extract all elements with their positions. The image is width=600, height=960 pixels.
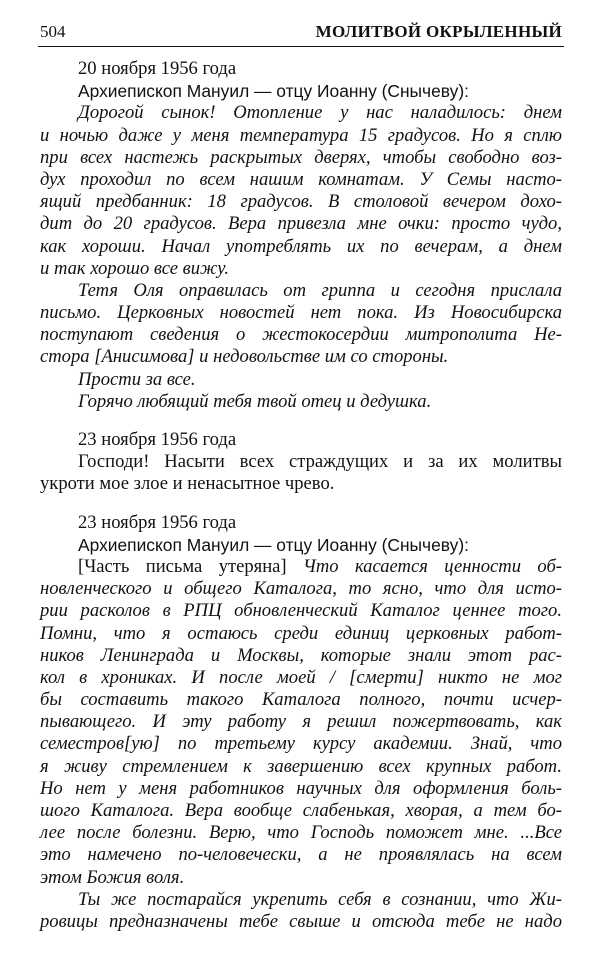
letter-line: поступают сведения о жестокосердии митрополита Не-	[40, 324, 562, 346]
header-rule	[38, 46, 564, 47]
letter-line: дух проходил по всем нашим комнатам. У Семы насто-	[40, 168, 562, 190]
letter-line: ящий предбанник: 18 градусов. В столовой вечером дохо-	[40, 191, 562, 213]
letter-line: и ночью даже у меня температура 15 градусов. Но я сплю	[40, 124, 562, 146]
entry-date: 20 ноября 1956 года	[78, 58, 237, 79]
letter-line: Помни, что я остаюсь среди единиц церковных работ-	[40, 622, 562, 644]
letter-line: ровицы предназначены тебе свыше и отсюда тебе не надо	[40, 910, 562, 932]
running-head	[40, 22, 562, 42]
letter-line: лее после болезни. Верю, что Господь поможет мне. ...Все	[40, 822, 562, 844]
letter-line: письмо. Церковных новостей нет пока. Из Новосибирска	[40, 302, 562, 324]
letter-line: это намечено по-человечески, а не проявлялась на всем	[40, 844, 562, 866]
letter-line: кол в хрониках. И после моей / [смерти] никто не мог	[40, 666, 562, 688]
letter-line: Дорогой сынок! Отопление у нас наладилось: днем	[78, 102, 562, 124]
letter-line: Тетя Оля оправилась от гриппа и сегодня прислала	[78, 279, 562, 301]
letter-line-text: Что касается ценности об-	[303, 555, 562, 577]
section-gap	[40, 496, 562, 512]
letter-heading: Архиепископ Мануил — отцу Иоанну (Снычеву):	[78, 81, 469, 102]
entry-date: 23 ноября 1956 года	[78, 511, 237, 533]
letter-line: бы составить такого Каталога полного, почти исчер-	[40, 689, 562, 711]
letter-line: я живу стремлением к завершению всех крупных работ.	[40, 755, 562, 777]
letter-line: шого Каталога. Вера вообще слабенькая, хворая, а тем бо-	[40, 800, 562, 821]
letter-line: семестров[ую] по третьему курсу академии. Знай, что	[40, 733, 562, 755]
section-gap	[40, 413, 562, 429]
letter-line: пывающего. И эту работу я решил пожертвовать, как	[40, 711, 562, 733]
letter-line: ников Ленинграда и Москвы, которые знали этот рас-	[40, 644, 562, 666]
bracket-note: [Часть письма утеряна]	[78, 555, 287, 577]
letter-line: при всех настежь раскрытых дверях, чтобы свободно воз-	[40, 146, 562, 168]
page-number: 504	[40, 22, 66, 41]
letter-line: и так хорошо все вижу.	[40, 257, 230, 279]
entry-date: 23 ноября 1956 года	[78, 429, 237, 450]
letter-line: Но нет у меня работников научных для оформления боль-	[40, 777, 562, 799]
letter-signature: Горячо любящий тебя твой отец и дедушка.	[78, 390, 432, 412]
running-title: МОЛИТВОЙ ОКРЫЛЕННЫЙ	[315, 22, 562, 41]
body-text	[40, 58, 562, 933]
letter-line	[40, 556, 562, 578]
diary-line: Господи! Насыти всех страждущих и за их молитвы	[78, 451, 562, 473]
letter-line: дит до 20 градусов. Вера привезла мне очки: просто чудо,	[40, 213, 562, 235]
letter-line: стора [Анисимова] и недовольстве им со стороны.	[40, 346, 449, 368]
letter-line: новленческого и общего Каталога, то ясно, что для исто-	[40, 578, 562, 600]
diary-line: укроти мое злое и ненасытное чрево.	[40, 473, 335, 495]
letter-line: Прости за все.	[78, 368, 196, 390]
letter-line: как хороши. Начал употреблять их по вечерам, а днем	[40, 235, 562, 257]
letter-heading: Архиепископ Мануил — отцу Иоанну (Снычеву):	[78, 534, 469, 555]
letter-line: Ты же постарайся укрепить себя в сознании, что Жи-	[78, 888, 562, 910]
letter-line: этом Божия воля.	[40, 866, 185, 888]
letter-line: рии расколов в РПЦ обновленческий Каталог ценнее того.	[40, 600, 562, 622]
